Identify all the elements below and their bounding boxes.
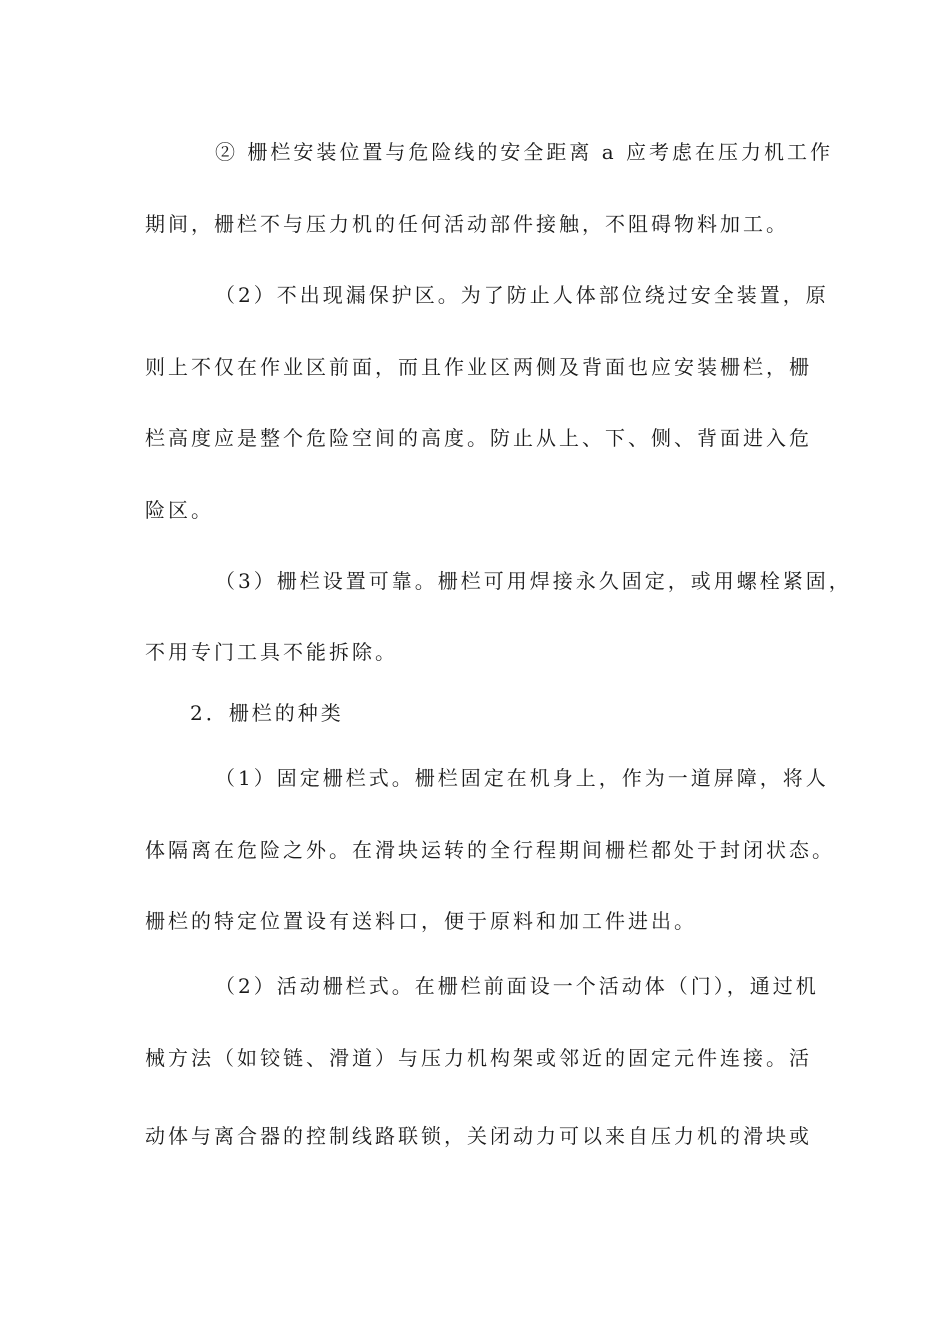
text-line: ② 栅栏安装位置与危险线的安全距离 a 应考虑在压力机工作 (215, 140, 833, 164)
text-line: 不用专门工具不能拆除。 (145, 640, 398, 664)
text-line: （2）不出现漏保护区。为了防止人体部位绕过安全装置，原 (215, 283, 829, 307)
text-line: 栏高度应是整个危险空间的高度。防止从上、下、侧、背面进入危 (145, 426, 812, 450)
text-line: （3）栅栏设置可靠。栅栏可用焊接永久固定，或用螺栓紧固， (215, 569, 852, 593)
text-line: 械方法（如铰链、滑道）与压力机构架或邻近的固定元件连接。活 (145, 1046, 812, 1070)
text-line: 则上不仅在作业区前面，而且作业区两侧及背面也应安装栅栏，栅 (145, 355, 812, 379)
text-line: 险区。 (145, 498, 214, 522)
text-line: （2）活动栅栏式。在栅栏前面设一个活动体（门），通过机 (215, 974, 819, 998)
text-line: 动体与离合器的控制线路联锁，关闭动力可以来自压力机的滑块或 (145, 1124, 812, 1148)
section-heading: 2．栅栏的种类 (190, 701, 344, 725)
text-line: 期间，栅栏不与压力机的任何活动部件接触，不阻碍物料加工。 (145, 212, 789, 236)
text-line: （1）固定栅栏式。栅栏固定在机身上，作为一道屏障，将人 (215, 766, 829, 790)
text-line: 栅栏的特定位置设有送料口，便于原料和加工件进出。 (145, 909, 697, 933)
text-line: 体隔离在危险之外。在滑块运转的全行程期间栅栏都处于封闭状态。 (145, 838, 835, 862)
